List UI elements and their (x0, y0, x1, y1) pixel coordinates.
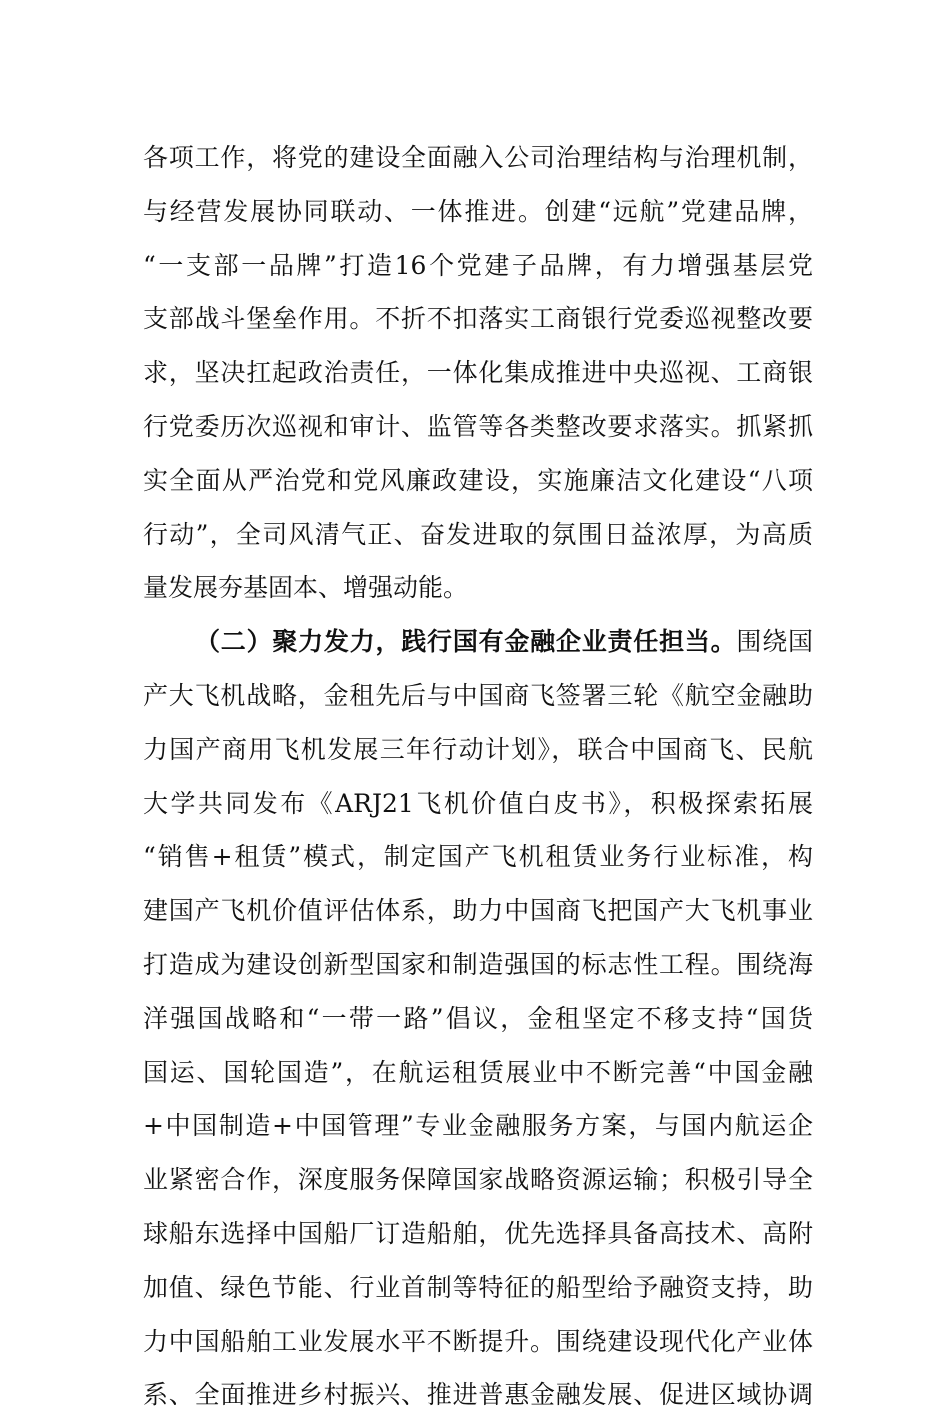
text-line (143, 615, 813, 669)
text-line: 建国产飞机价值评估体系，助力中国商飞把国产大飞机事业 (143, 896, 813, 926)
text-line: 业紧密合作，深度服务保障国家战略资源运输；积极引导全 (143, 1165, 813, 1195)
text-line: 求，坚决扛起政治责任，一体化集成推进中央巡视、工商银 (143, 358, 813, 388)
text-line: 力中国船舶工业发展水平不断提升。围绕建设现代化产业体 (143, 1326, 813, 1356)
text-line: 量发展夯基固本、增强动能。 (143, 573, 469, 603)
text-line: 国运、国轮国造”，在航运租赁展业中不断完善“中国金融 (143, 1057, 813, 1087)
text-line: 力国产商用飞机发展三年行动计划》，联合中国商飞、民航 (143, 734, 813, 764)
text-line: 打造成为建设创新型国家和制造强国的标志性工程。围绕海 (143, 949, 813, 979)
heading-line-rest: 围绕国 (736, 627, 813, 657)
text-line: 各项工作，将党的建设全面融入公司治理结构与治理机制， (143, 143, 813, 172)
text-line: 行党委历次巡视和审计、监管等各类整改要求落实。抓紧抓 (143, 411, 813, 441)
text-line: “一支部一品牌”打造16个党建子品牌，有力增强基层党 (143, 250, 813, 280)
text-line: 产大飞机战略，金租先后与中国商飞签署三轮《航空金融助 (143, 680, 813, 710)
text-line: 大学共同发布《ARJ21飞机价值白皮书》，积极探索拓展 (143, 788, 813, 818)
text-line: 实全面从严治党和党风廉政建设，实施廉洁文化建设“八项 (143, 465, 813, 495)
document-body (143, 131, 813, 1422)
paragraph-party-building (143, 131, 813, 615)
section-heading: （二）聚力发力，践行国有金融企业责任担当。 (195, 627, 737, 657)
text-line: 行动”，全司风清气正、奋发进取的氛围日益浓厚，为高质 (143, 519, 813, 549)
text-line: 与经营发展协同联动、一体推进。创建“远航”党建品牌， (143, 196, 813, 226)
text-line: 球船东选择中国船厂订造船舶，优先选择具备高技术、高附 (143, 1218, 813, 1248)
text-line: +中国制造+中国管理”专业金融服务方案，与国内航运企 (143, 1111, 813, 1141)
text-line: 系、全面推进乡村振兴、推进普惠金融发展、促进区域协调 (143, 1380, 813, 1410)
text-line: 支部战斗堡垒作用。不折不扣落实工商银行党委巡视整改要 (143, 304, 813, 334)
text-line: 洋强国战略和“一带一路”倡议，金租坚定不移支持“国货 (143, 1003, 813, 1033)
text-line: “销售+租赁”模式，制定国产飞机租赁业务行业标准，构 (143, 842, 813, 872)
paragraph-responsibility (143, 615, 813, 1422)
text-line: 加值、绿色节能、行业首制等特征的船型给予融资支持，助 (143, 1272, 813, 1302)
